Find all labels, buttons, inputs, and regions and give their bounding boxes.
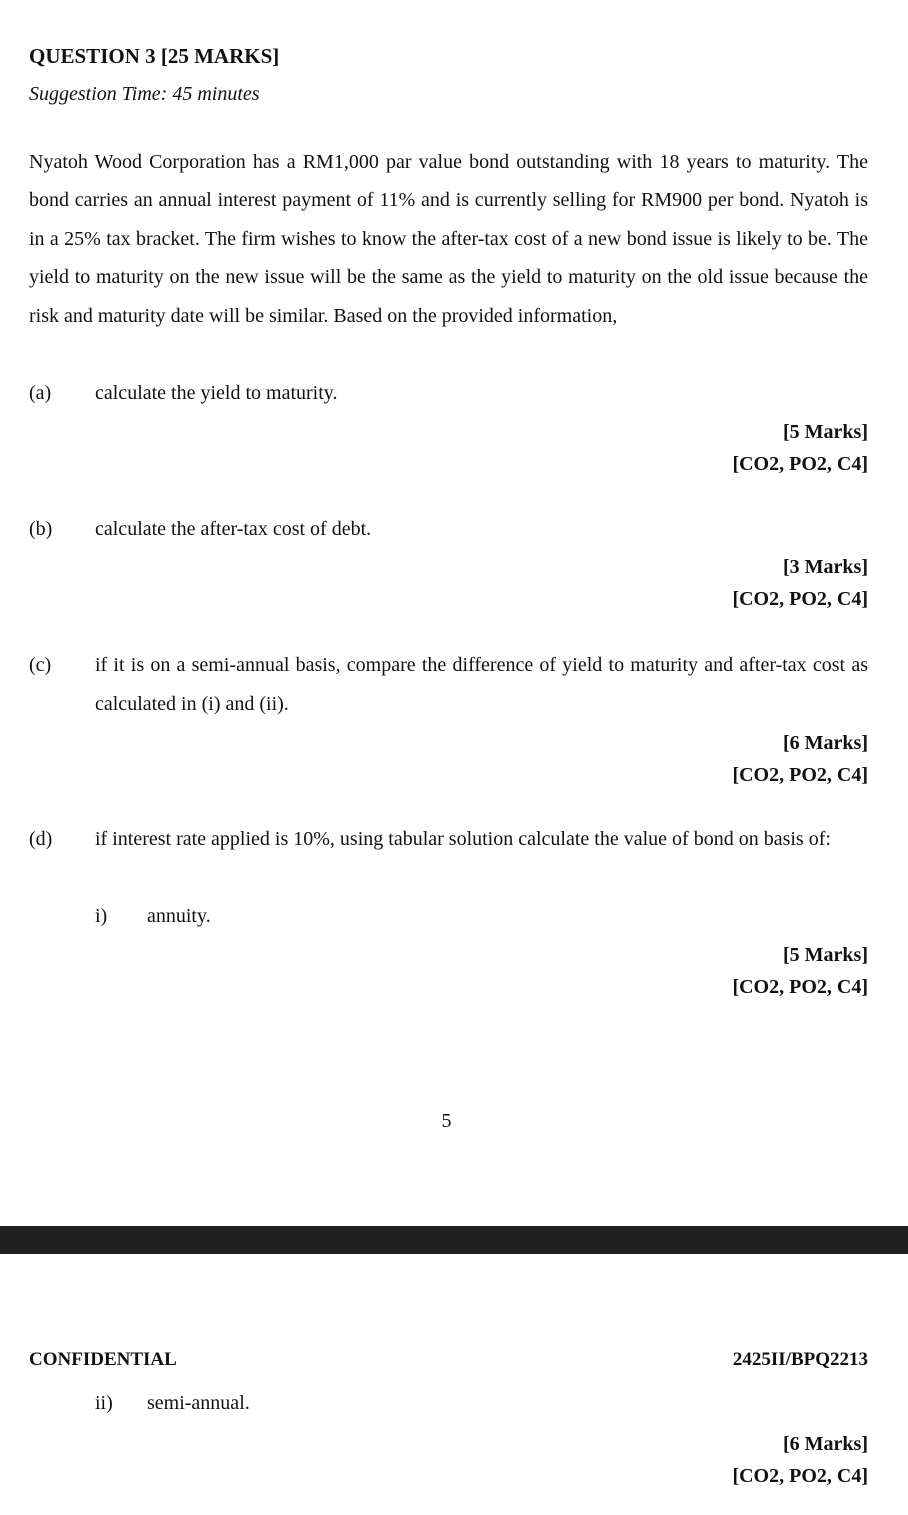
part-d-sub-i-marks-block [732, 939, 868, 1003]
part-d-sub-ii-outcomes: [CO2, PO2, C4] [732, 1465, 868, 1487]
part-a-marks-block [732, 416, 868, 480]
part-b-marks: [3 Marks] [783, 556, 868, 578]
question-heading: QUESTION 3 [25 MARKS] [29, 44, 280, 68]
part-d-sub-ii-marks-block [732, 1428, 868, 1492]
part-d-sub-ii-text: semi-annual. [147, 1392, 250, 1414]
confidential-label: CONFIDENTIAL [29, 1349, 177, 1370]
part-a-outcomes: [CO2, PO2, C4] [732, 453, 868, 475]
page-number: 5 [441, 1110, 452, 1132]
part-b-label: (b) [29, 518, 53, 540]
part-c-marks-block [732, 727, 868, 791]
part-a-marks: [5 Marks] [783, 421, 868, 443]
part-b-outcomes: [CO2, PO2, C4] [732, 588, 868, 610]
part-b-marks-block [732, 551, 868, 615]
part-d-sub-ii-marks: [6 Marks] [783, 1433, 868, 1455]
part-c-outcomes: [CO2, PO2, C4] [732, 764, 868, 786]
part-d-sub-i-text: annuity. [147, 905, 211, 927]
question-paragraph: Nyatoh Wood Corporation has a RM1,000 par value bond outstanding with 18 years to maturity. The bond carries an annual interest payment of 11% and is currently selling for RM900 per bond. Nyatoh is in a 25% tax bracket. The firm wishes to know the after-tax cost of a new bond issue is likely to be. The yield to maturity on the new issue will be the same as the yield to maturity on the old issue because the risk and maturity date will be similar. Based on the provided information, [29, 151, 868, 327]
part-d-sub-i-label: i) [95, 905, 108, 927]
course-code: 2425II/BPQ2213 [732, 1349, 868, 1370]
part-c-label: (c) [29, 654, 52, 676]
part-d-text: if interest rate applied is 10%, using tabular solution calculate the value of bond on basis of: [95, 828, 831, 850]
part-d-sub-i-marks: [5 Marks] [783, 944, 868, 966]
part-d-label: (d) [29, 828, 53, 850]
part-c-marks: [6 Marks] [783, 732, 868, 754]
part-a-text: calculate the yield to maturity. [95, 382, 338, 404]
page-divider [0, 1226, 908, 1254]
part-d-sub-i-outcomes: [CO2, PO2, C4] [732, 976, 868, 998]
part-d-sub-ii-label: ii) [95, 1392, 113, 1414]
suggestion-time: Suggestion Time: 45 minutes [29, 83, 260, 105]
part-b-text: calculate the after-tax cost of debt. [95, 518, 372, 540]
part-a-label: (a) [29, 382, 52, 404]
part-c-text: if it is on a semi-annual basis, compare the difference of yield to maturity and after-tax cost as calculated in (i) and (ii). [95, 654, 868, 715]
